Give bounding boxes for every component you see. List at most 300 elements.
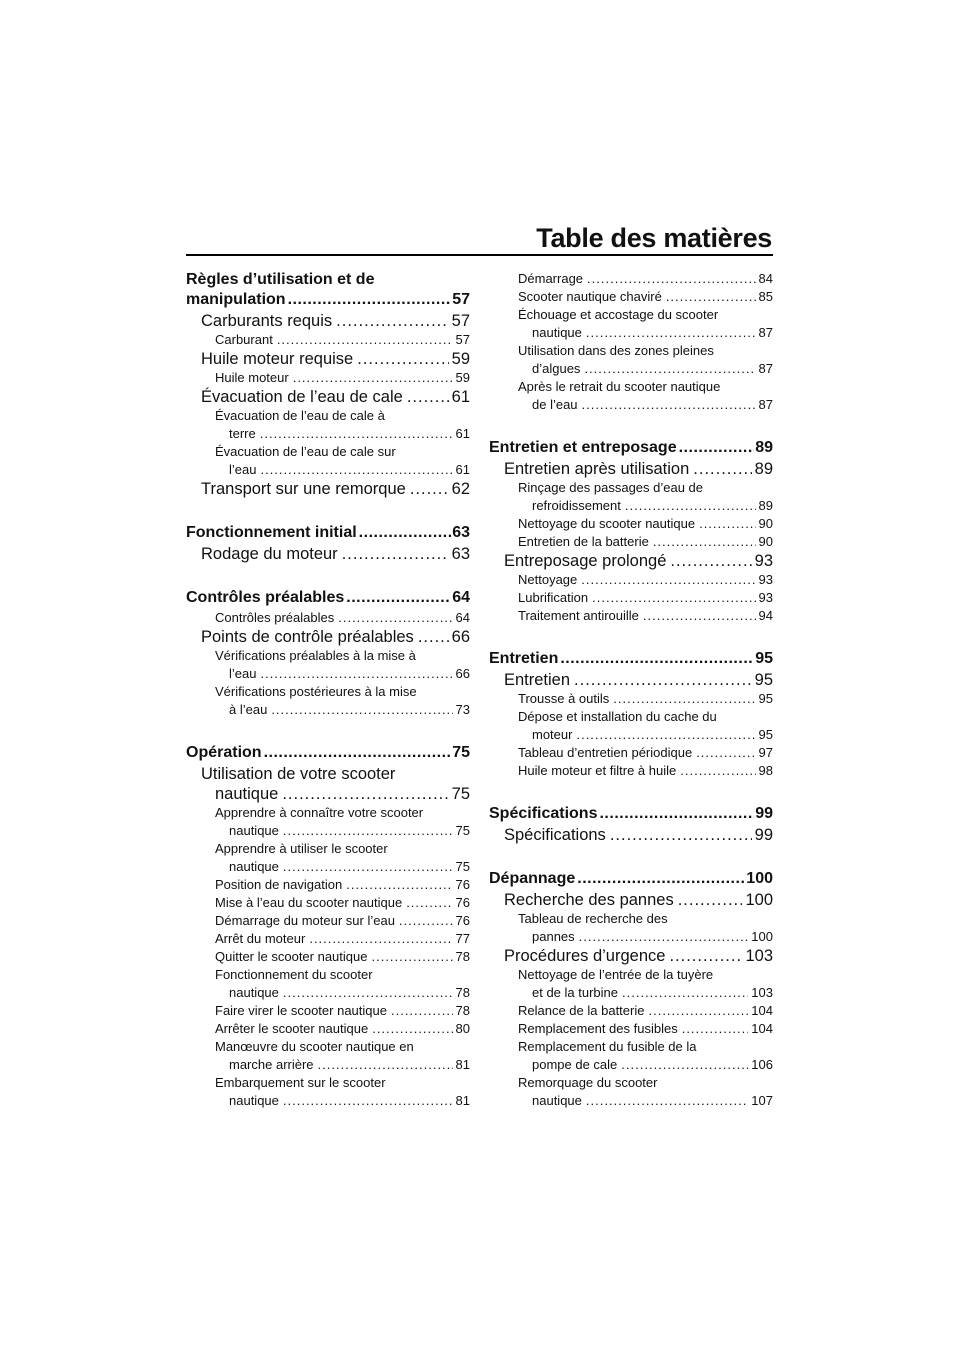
- toc-item[interactable]: [489, 589, 773, 607]
- toc-page-number: 75: [451, 785, 470, 803]
- toc-page-number: 93: [758, 590, 773, 605]
- toc-entry-row: [201, 349, 470, 369]
- toc-entry-title: Procédures d’urgence: [504, 947, 666, 965]
- toc-page-number: 61: [455, 462, 470, 477]
- toc-page-number: 64: [455, 610, 470, 625]
- toc-page-number: 78: [455, 985, 470, 1000]
- dot-leader: [260, 665, 452, 683]
- toc-entry-row: [201, 479, 470, 499]
- dot-leader: [391, 1002, 453, 1020]
- toc-entry-row: [518, 762, 773, 780]
- toc-entry-title-line: Vérifications préalables à la mise à: [215, 648, 416, 663]
- toc-chapter[interactable]: [186, 627, 470, 647]
- toc-entry-title: Entreposage prolongé: [504, 552, 667, 570]
- toc-entry-title-line: Embarquement sur le scooter: [215, 1075, 386, 1090]
- toc-entry-row: [518, 497, 773, 515]
- toc-entry-row: [215, 331, 470, 349]
- toc-page-number: 103: [745, 947, 773, 965]
- toc-entry-title: Mise à l’eau du scooter nautique: [215, 895, 403, 910]
- toc-entry-row: [186, 523, 470, 543]
- toc-entry-title-line: Après le retrait du scooter nautique: [518, 379, 721, 394]
- toc-item[interactable]: [489, 1002, 773, 1020]
- toc-entry-title: Huile moteur et filtre à huile: [518, 763, 677, 778]
- dot-leader: [576, 726, 755, 744]
- toc-entry-title: Transport sur une remorque: [201, 480, 406, 498]
- toc-item[interactable]: [489, 288, 773, 306]
- toc-entry-title: Tableau d’entretien périodique: [518, 745, 693, 760]
- dot-leader: [581, 571, 755, 589]
- toc-entry-title-line: Remplacement du fusible de la: [518, 1039, 697, 1054]
- dot-leader: [678, 890, 743, 910]
- toc-page-number: 104: [751, 1003, 773, 1018]
- toc-chapter[interactable]: [186, 349, 470, 369]
- toc-page-number: 93: [758, 572, 773, 587]
- toc-page-number: 61: [455, 426, 470, 441]
- toc-entry-row: [504, 825, 773, 845]
- dot-leader: [288, 290, 452, 310]
- toc-item[interactable]: [489, 479, 773, 515]
- dot-leader: [283, 858, 453, 876]
- toc-item[interactable]: [489, 342, 773, 378]
- toc-page-number: 75: [452, 744, 470, 761]
- dot-leader: [666, 288, 756, 306]
- toc-entry-title: Contrôles préalables: [215, 610, 335, 625]
- dot-leader: [643, 607, 756, 625]
- toc-page-number: 76: [455, 877, 470, 892]
- dot-leader: [610, 825, 752, 845]
- toc-section[interactable]: [489, 438, 773, 458]
- dot-leader: [282, 784, 448, 804]
- toc-section[interactable]: [489, 804, 773, 824]
- toc-entry-row: [215, 1056, 470, 1074]
- toc-entry-row: [215, 822, 470, 840]
- toc-item[interactable]: [186, 1038, 470, 1074]
- toc-section[interactable]: [489, 649, 773, 669]
- toc-entry-title: Arrêter le scooter nautique: [215, 1021, 369, 1036]
- toc-chapter[interactable]: [489, 551, 773, 571]
- toc-entry-row: [504, 670, 773, 690]
- toc-page-number: 81: [455, 1093, 470, 1108]
- toc-page-number: 75: [455, 859, 470, 874]
- toc-entry-title: nautique: [229, 823, 279, 838]
- toc-entry-title: de l’eau: [532, 397, 578, 412]
- toc-entry-title: Recherche des pannes: [504, 891, 674, 909]
- dot-leader: [399, 912, 453, 930]
- toc-page-number: 57: [455, 332, 470, 347]
- toc-entry-title: Démarrage: [518, 271, 584, 286]
- toc-entry-row: [215, 1092, 470, 1110]
- dot-leader: [359, 523, 452, 543]
- toc-item[interactable]: [186, 894, 470, 912]
- toc-item[interactable]: [186, 683, 470, 719]
- dot-leader: [309, 930, 452, 948]
- toc-page-number: 89: [755, 439, 773, 456]
- toc-item[interactable]: [489, 966, 773, 1002]
- toc-page-number: 73: [455, 702, 470, 717]
- toc-entry-title: Spécifications: [504, 826, 606, 844]
- toc-item[interactable]: [186, 443, 470, 479]
- toc-page-number: 95: [758, 727, 773, 742]
- toc-entry-row: [201, 387, 470, 407]
- toc-entry-title: Huile moteur requise: [201, 350, 354, 368]
- toc-entry-title: marche arrière: [229, 1057, 314, 1072]
- toc-entry-title: Trousse à outils: [518, 691, 610, 706]
- toc-entry-row: [489, 438, 773, 458]
- title-rule: [186, 254, 773, 256]
- toc-chapter[interactable]: [186, 479, 470, 499]
- toc-page-number: 59: [451, 350, 470, 368]
- toc-page-number: 99: [755, 805, 773, 822]
- toc-entry-title-line: Apprendre à connaître votre scooter: [215, 805, 424, 820]
- toc-entry-row: [215, 858, 470, 876]
- dot-leader: [582, 396, 756, 414]
- dot-leader: [293, 369, 453, 387]
- dot-leader: [625, 497, 756, 515]
- toc-entry-row: [215, 609, 470, 627]
- dot-leader: [260, 461, 452, 479]
- toc-entry-title: Entretien: [489, 650, 559, 667]
- toc-entry-title-line: Vérifications postérieures à la mise: [215, 684, 417, 699]
- toc-entry-row: [518, 270, 773, 288]
- toc-page-number: 87: [758, 361, 773, 376]
- toc-section[interactable]: [489, 869, 773, 889]
- toc-entry-title: Nettoyage: [518, 572, 578, 587]
- dot-leader: [406, 894, 452, 912]
- toc-entry-title: nautique: [229, 859, 279, 874]
- toc-page-number: 63: [452, 524, 470, 541]
- toc-page-number: 100: [745, 891, 773, 909]
- toc-entry-row: [518, 726, 773, 744]
- toc-page-number: 76: [455, 895, 470, 910]
- toc-section[interactable]: [186, 743, 470, 763]
- toc-entry-title: Rodage du moteur: [201, 545, 338, 563]
- toc-item[interactable]: [186, 407, 470, 443]
- toc-chapter[interactable]: [489, 946, 773, 966]
- toc-item[interactable]: [489, 1074, 773, 1110]
- toc-page-number: 66: [455, 666, 470, 681]
- toc-item[interactable]: [489, 1038, 773, 1074]
- toc-item[interactable]: [489, 1020, 773, 1038]
- toc-chapter[interactable]: [186, 544, 470, 564]
- toc-entry-row: [215, 701, 470, 719]
- toc-chapter[interactable]: [186, 311, 470, 331]
- toc-entry-row: [201, 784, 470, 804]
- toc-page-number: 93: [754, 552, 773, 570]
- toc-page-number: 95: [758, 691, 773, 706]
- toc-item[interactable]: [186, 609, 470, 627]
- toc-entry-row: [186, 743, 470, 763]
- toc-entry-row: [215, 912, 470, 930]
- toc-entry-title: Traitement antirouille: [518, 608, 639, 623]
- dot-leader: [670, 551, 751, 571]
- toc-entry-row: [489, 869, 773, 889]
- toc-section[interactable]: [186, 270, 470, 310]
- dot-leader: [586, 324, 756, 342]
- toc-entry-row: [504, 551, 773, 571]
- toc-entry-row: [518, 533, 773, 551]
- toc-item[interactable]: [186, 948, 470, 966]
- dot-leader: [592, 589, 755, 607]
- dot-leader: [372, 1020, 452, 1038]
- toc-item[interactable]: [489, 533, 773, 551]
- dot-leader: [407, 387, 449, 407]
- toc-page-number: 64: [452, 589, 470, 606]
- toc-page-number: 84: [758, 271, 773, 286]
- toc-page-number: 97: [758, 745, 773, 760]
- toc-entry-title: Faire virer le scooter nautique: [215, 1003, 387, 1018]
- toc-page-number: 100: [746, 870, 773, 887]
- dot-leader: [613, 690, 755, 708]
- dot-leader: [693, 459, 751, 479]
- dot-leader: [587, 270, 756, 288]
- toc-item[interactable]: [489, 571, 773, 589]
- toc-page-number: 98: [758, 763, 773, 778]
- dot-leader: [699, 515, 755, 533]
- toc-item[interactable]: [186, 1002, 470, 1020]
- dot-leader: [318, 1056, 453, 1074]
- dot-leader: [264, 743, 452, 763]
- toc-page-number: 89: [758, 498, 773, 513]
- toc-page-number: 94: [758, 608, 773, 623]
- toc-entry-row: [215, 930, 470, 948]
- toc-item[interactable]: [186, 369, 470, 387]
- dot-leader: [679, 438, 755, 458]
- toc-entry-title: Position de navigation: [215, 877, 343, 892]
- toc-entry-row: [518, 690, 773, 708]
- toc-item[interactable]: [489, 378, 773, 414]
- toc-page-number: 87: [758, 325, 773, 340]
- toc-entry-title: nautique: [229, 985, 279, 1000]
- toc-page-number: 90: [758, 516, 773, 531]
- toc-item[interactable]: [489, 270, 773, 288]
- toc-entry-title-line: Dépose et installation du cache du: [518, 709, 717, 724]
- toc-entry-title: Nettoyage du scooter nautique: [518, 516, 696, 531]
- toc-entry-row: [504, 890, 773, 910]
- toc-page-number: 59: [455, 370, 470, 385]
- toc-entry-title: Carburants requis: [201, 312, 333, 330]
- toc-entry-title-line: Tableau de recherche des: [518, 911, 668, 926]
- dot-leader: [283, 984, 453, 1002]
- toc-entry-title: Entretien et entreposage: [489, 439, 677, 456]
- toc-entry-row: [215, 665, 470, 683]
- dot-leader: [586, 1092, 748, 1110]
- toc-entry-title: terre: [229, 426, 256, 441]
- dot-leader: [577, 869, 745, 889]
- dot-leader: [696, 744, 755, 762]
- toc-entry-title-line: Règles d’utilisation et de: [186, 271, 375, 288]
- toc-entry-row: [186, 290, 470, 310]
- toc-entry-row: [518, 984, 773, 1002]
- dot-leader: [418, 627, 449, 647]
- dot-leader: [346, 876, 452, 894]
- toc-item[interactable]: [489, 744, 773, 762]
- toc-page-number: 77: [455, 931, 470, 946]
- toc-page-number: 61: [451, 388, 470, 406]
- toc-section[interactable]: [186, 588, 470, 608]
- toc-entry-title: Scooter nautique chaviré: [518, 289, 662, 304]
- toc-section[interactable]: [186, 523, 470, 543]
- toc-page-number: 66: [451, 628, 470, 646]
- page-title: Table des matières: [536, 223, 772, 253]
- toc-entry-title: Relance de la batterie: [518, 1003, 645, 1018]
- toc-entry-title-line: Évacuation de l’eau de cale sur: [215, 444, 396, 459]
- dot-leader: [653, 533, 756, 551]
- toc-entry-title-line: Fonctionnement du scooter: [215, 967, 373, 982]
- toc-page-number: 99: [754, 826, 773, 844]
- toc-entry-title: Arrêt du moteur: [215, 931, 306, 946]
- dot-leader: [579, 928, 749, 946]
- toc-entry-row: [518, 1020, 773, 1038]
- toc-page-number: 85: [758, 289, 773, 304]
- toc-page-number: 95: [755, 650, 773, 667]
- toc-item[interactable]: [489, 708, 773, 744]
- toc-entry-row: [186, 588, 470, 608]
- dot-leader: [648, 1002, 748, 1020]
- toc-entry-title: Fonctionnement initial: [186, 524, 357, 541]
- toc-entry-title-line: Échouage et accostage du scooter: [518, 307, 719, 322]
- toc-entry-row: [518, 1002, 773, 1020]
- toc-entry-row: [215, 461, 470, 479]
- toc-page-number: 57: [452, 291, 470, 308]
- toc-entry-row: [201, 544, 470, 564]
- toc-entry-row: [518, 589, 773, 607]
- toc-item[interactable]: [489, 762, 773, 780]
- toc-entry-title: Huile moteur: [215, 370, 289, 385]
- dot-leader: [599, 804, 754, 824]
- dot-leader: [283, 1092, 453, 1110]
- dot-leader: [271, 701, 452, 719]
- toc-entry-title-line: Évacuation de l’eau de cale à: [215, 408, 385, 423]
- toc-entry-title: refroidissement: [532, 498, 621, 513]
- dot-leader: [682, 1020, 749, 1038]
- toc-entry-row: [215, 425, 470, 443]
- toc-entry-row: [518, 928, 773, 946]
- dot-leader: [560, 649, 754, 669]
- toc-entry-row: [504, 459, 773, 479]
- toc-item[interactable]: [489, 306, 773, 342]
- toc-item[interactable]: [186, 331, 470, 349]
- toc-item[interactable]: [489, 910, 773, 946]
- toc-entry-title-line: Utilisation dans des zones pleines: [518, 343, 714, 358]
- toc-entry-title: Spécifications: [489, 805, 598, 822]
- toc-page-number: 81: [455, 1057, 470, 1072]
- toc-page-number: 95: [754, 671, 773, 689]
- dot-leader: [410, 479, 449, 499]
- toc-entry-row: [215, 948, 470, 966]
- toc-page-number: 78: [455, 1003, 470, 1018]
- toc-entry-title: moteur: [532, 727, 573, 742]
- toc-entry-title: nautique: [215, 785, 279, 803]
- toc-page-number: 80: [455, 1021, 470, 1036]
- toc-chapter[interactable]: [489, 459, 773, 479]
- dot-leader: [260, 425, 453, 443]
- toc-entry-title-line: Remorquage du scooter: [518, 1075, 658, 1090]
- dot-leader: [277, 331, 453, 349]
- toc-entry-row: [518, 1092, 773, 1110]
- toc-entry-row: [215, 876, 470, 894]
- toc-page-number: 87: [758, 397, 773, 412]
- dot-leader: [346, 588, 451, 608]
- dot-leader: [584, 360, 755, 378]
- toc-entry-title: pannes: [532, 929, 575, 944]
- toc-entry-title: Lubrification: [518, 590, 589, 605]
- toc-column-left: [186, 270, 470, 1110]
- toc-entry-title: Démarrage du moteur sur l’eau: [215, 913, 395, 928]
- toc-page-number: 100: [751, 929, 773, 944]
- toc-entry-title-line: Apprendre à utiliser le scooter: [215, 841, 388, 856]
- toc-chapter[interactable]: [489, 825, 773, 845]
- toc-page-number: 90: [758, 534, 773, 549]
- toc-entry-row: [518, 607, 773, 625]
- toc-item[interactable]: [186, 930, 470, 948]
- toc-entry-row: [489, 804, 773, 824]
- toc-item[interactable]: [186, 876, 470, 894]
- toc-item[interactable]: [186, 1074, 470, 1110]
- toc-entry-row: [489, 649, 773, 669]
- toc-entry-title: à l’eau: [229, 702, 268, 717]
- toc-item[interactable]: [186, 1020, 470, 1038]
- toc-entry-title: l’eau: [229, 666, 257, 681]
- toc-entry-title: Entretien: [504, 671, 571, 689]
- toc-entry-title: d’algues: [532, 361, 581, 376]
- toc-chapter[interactable]: [489, 890, 773, 910]
- toc-entry-title: Entretien de la batterie: [518, 534, 649, 549]
- toc-entry-title: et de la turbine: [532, 985, 619, 1000]
- toc-page-number: 89: [754, 460, 773, 478]
- toc-item[interactable]: [489, 607, 773, 625]
- toc-page-number: 103: [751, 985, 773, 1000]
- dot-leader: [669, 946, 742, 966]
- toc-item[interactable]: [489, 515, 773, 533]
- toc-entry-title: Dépannage: [489, 870, 576, 887]
- toc-item[interactable]: [186, 647, 470, 683]
- toc-entry-title-line: Manœuvre du scooter nautique en: [215, 1039, 414, 1054]
- toc-page-number: 75: [455, 823, 470, 838]
- toc-entry-row: [215, 1020, 470, 1038]
- toc-item[interactable]: [186, 840, 470, 876]
- toc-entry-row: [518, 1056, 773, 1074]
- toc-entry-title: manipulation: [186, 291, 286, 308]
- dot-leader: [357, 349, 448, 369]
- toc-entry-row: [518, 324, 773, 342]
- dot-leader: [680, 762, 755, 780]
- toc-entry-title: Points de contrôle préalables: [201, 628, 414, 646]
- toc-entry-row: [215, 984, 470, 1002]
- toc-entry-row: [215, 369, 470, 387]
- toc-entry-row: [518, 360, 773, 378]
- toc-entry-row: [215, 894, 470, 912]
- toc-page-number: 106: [751, 1057, 773, 1072]
- dot-leader: [342, 544, 449, 564]
- toc-item[interactable]: [489, 690, 773, 708]
- toc-item[interactable]: [186, 912, 470, 930]
- toc-entry-row: [215, 1002, 470, 1020]
- toc-entry-row: [518, 396, 773, 414]
- toc-page-number: 78: [455, 949, 470, 964]
- toc-entry-title: Carburant: [215, 332, 273, 347]
- toc-entry-title: Entretien après utilisation: [504, 460, 690, 478]
- toc-entry-title: l’eau: [229, 462, 257, 477]
- toc-entry-row: [504, 946, 773, 966]
- toc-chapter[interactable]: [489, 670, 773, 690]
- dot-leader: [574, 670, 752, 690]
- toc-column-right: [489, 270, 773, 1110]
- toc-chapter[interactable]: [186, 764, 470, 804]
- toc-item[interactable]: [186, 804, 470, 840]
- toc-chapter[interactable]: [186, 387, 470, 407]
- dot-leader: [622, 984, 748, 1002]
- toc-item[interactable]: [186, 966, 470, 1002]
